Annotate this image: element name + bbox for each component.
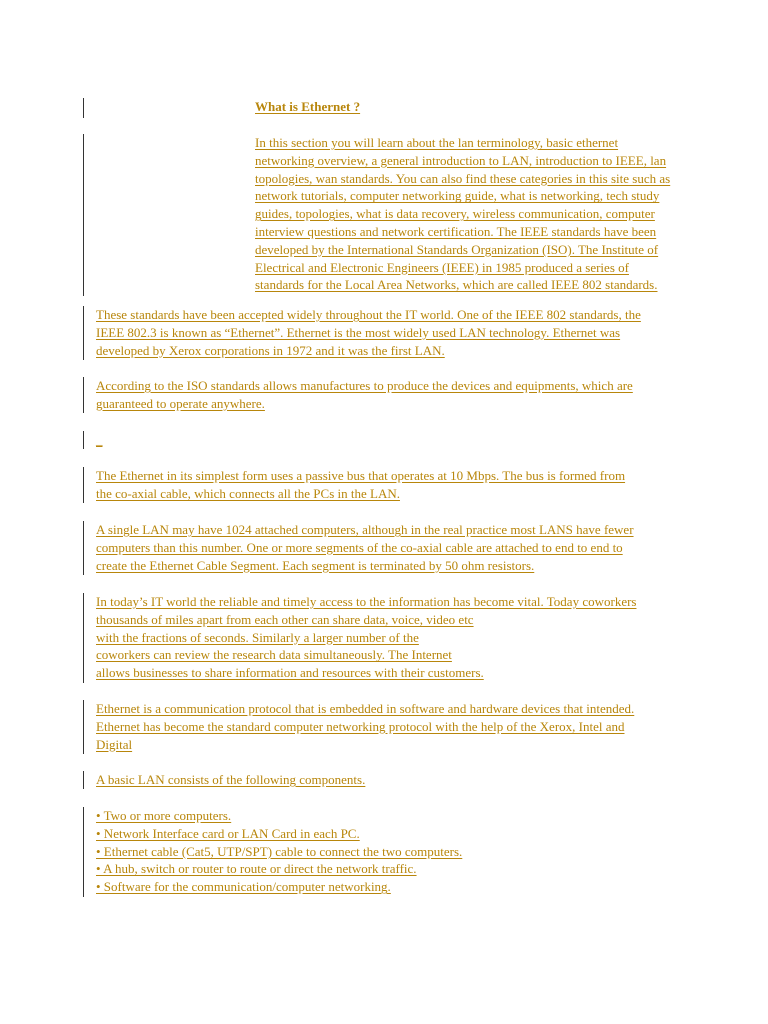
paragraph-line: with the fractions of seconds. Similarly a larger number of the bbox=[96, 629, 419, 645]
paragraph-line: create the Ethernet Cable Segment. Each segment is terminated by 50 ohm resistors. bbox=[96, 557, 535, 573]
intro-line: network tutorials, computer networking guide, what is networking, tech study bbox=[255, 188, 660, 204]
paragraph-line: These standards have been accepted widely throughout the IT world. One of the IEEE 802 standards, the bbox=[96, 307, 641, 322]
paragraph-line: The Ethernet in its simplest form uses a passive bus that operates at 10 Mbps. The bus is formed from bbox=[96, 468, 626, 483]
intro-line: guides, topologies, what is data recovery, wireless communication, computer bbox=[255, 206, 655, 222]
list-item: • Two or more computers. bbox=[96, 808, 232, 823]
intro-line: topologies, wan standards. You can also find these categories in this site such as bbox=[255, 170, 671, 186]
paragraph-line: _ bbox=[96, 432, 103, 447]
paragraph-line: developed by Xerox corporations in 1972 and it was the first LAN. bbox=[96, 342, 445, 358]
list-item: • Software for the communication/computer networking. bbox=[96, 879, 391, 895]
paragraph-line: In today’s IT world the reliable and timely access to the information has become vital. Today coworkers bbox=[96, 594, 637, 609]
paragraph-line: guaranteed to operate anywhere. bbox=[96, 395, 265, 411]
paragraph-line: computers than this number. One or more segments of the co-axial cable are attached to end to end to bbox=[96, 539, 623, 555]
standards-paragraph bbox=[83, 306, 641, 360]
paragraph-line: Ethernet is a communication protocol that is embedded in software and hardware devices that intended. bbox=[96, 701, 635, 716]
list-item: • A hub, switch or router to route or direct the network traffic. bbox=[96, 861, 417, 877]
paragraph-line: Ethernet has become the standard computer networking protocol with the help of the Xerox, Intel and bbox=[96, 718, 625, 734]
page-title: What is Ethernet ? bbox=[255, 99, 361, 114]
list-item: • Ethernet cable (Cat5, UTP/SPT) cable to connect the two computers. bbox=[96, 843, 463, 859]
components-heading-block bbox=[83, 771, 365, 789]
paragraph-line: the co-axial cable, which connects all the PCs in the LAN. bbox=[96, 485, 400, 501]
today-paragraph bbox=[83, 593, 636, 683]
paragraph-line: Digital bbox=[96, 736, 133, 752]
paragraph-line: A single LAN may have 1024 attached computers, although in the real practice most LANS have fewer bbox=[96, 522, 634, 537]
paragraph-line: IEEE 802.3 is known as “Ethernet”. Ethernet is the most widely used LAN technology. Ethernet was bbox=[96, 324, 621, 340]
intro-line: standards for the Local Area Networks, which are called IEEE 802 standards. bbox=[255, 277, 658, 293]
paragraph-line: thousands of miles apart from each other can share data, voice, video etc bbox=[96, 611, 474, 627]
iso-paragraph bbox=[83, 377, 633, 413]
intro-paragraph bbox=[83, 134, 670, 296]
protocol-paragraph bbox=[83, 700, 634, 754]
paragraph-line: allows businesses to share information and resources with their customers. bbox=[96, 665, 484, 681]
intro-line: Electrical and Electronic Engineers (IEEE) in 1985 produced a series of bbox=[255, 259, 629, 275]
title-block bbox=[83, 98, 360, 118]
components-list bbox=[83, 807, 462, 897]
intro-line: In this section you will learn about the lan terminology, basic ethernet bbox=[255, 135, 619, 150]
components-heading: A basic LAN consists of the following components. bbox=[96, 772, 366, 787]
list-item: • Network Interface card or LAN Card in each PC. bbox=[96, 825, 360, 841]
paragraph-line: According to the ISO standards allows manufactures to produce the devices and equipments, which are bbox=[96, 378, 633, 393]
intro-line: networking overview, a general introduction to LAN, introduction to IEEE, lan bbox=[255, 152, 667, 168]
intro-line: developed by the International Standards Organization (ISO). The Institute of bbox=[255, 241, 659, 257]
paragraph-line: coworkers can review the research data simultaneously. The Internet bbox=[96, 647, 452, 663]
intro-line: interview questions and network certification. The IEEE standards have been bbox=[255, 223, 657, 239]
blank-paragraph bbox=[83, 431, 103, 449]
bus-paragraph bbox=[83, 467, 625, 503]
single-lan-paragraph bbox=[83, 521, 634, 575]
